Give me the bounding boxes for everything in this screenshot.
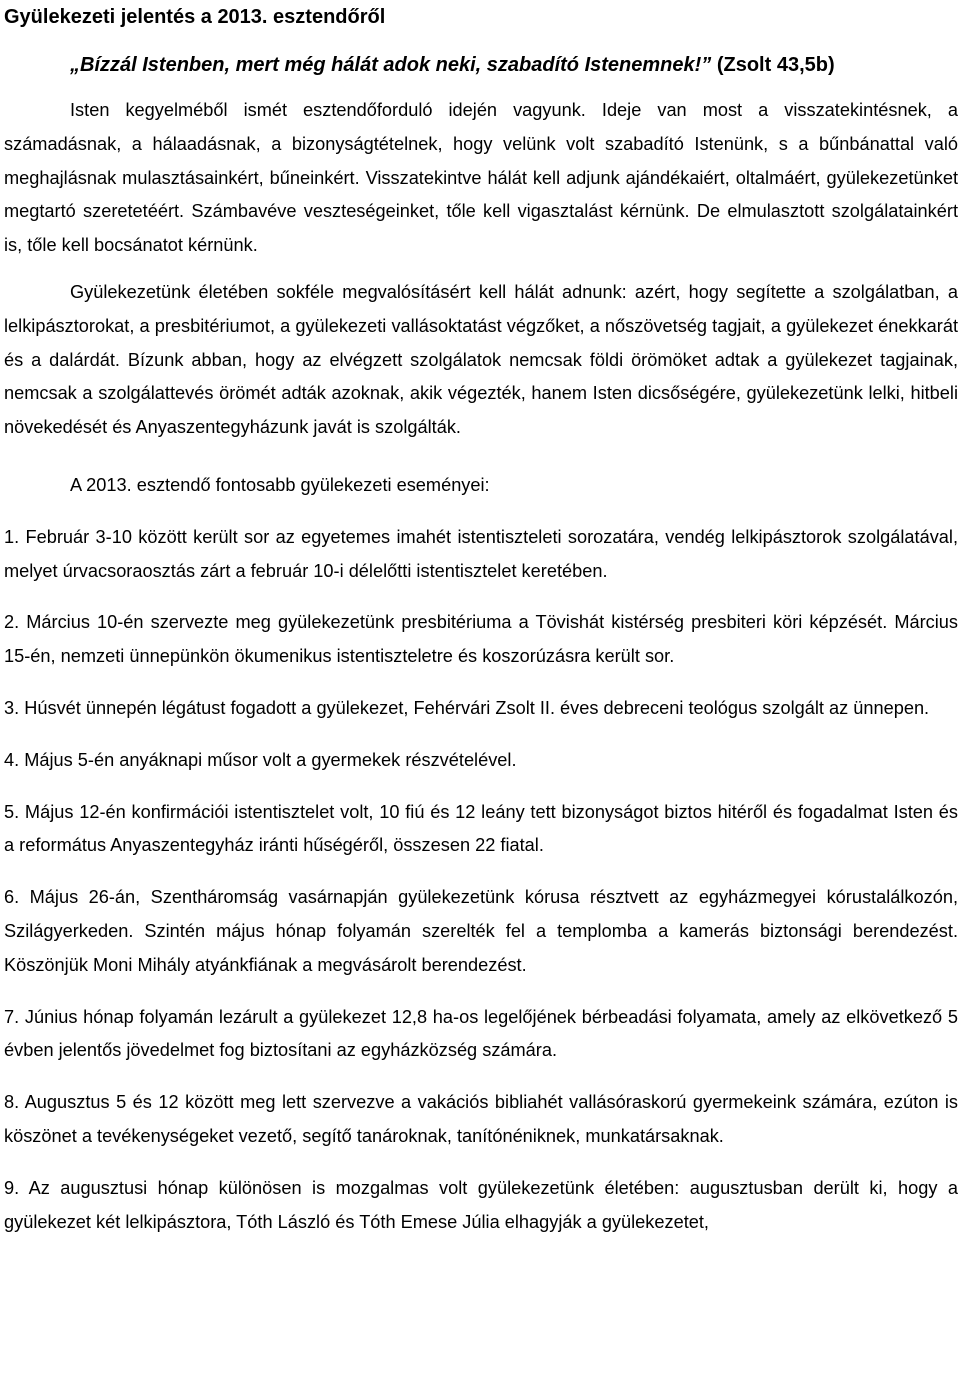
event-item: 4. Május 5-én anyáknapi műsor volt a gyermekek részvételével.	[4, 749, 517, 770]
event-item: 3. Húsvét ünnepén légátust fogadott a gyülekezet, Fehérvári Zsolt II. éves debreceni teológus szolgált az ünnepen.	[4, 697, 930, 718]
event-item: 5. Május 12-én konfirmációi istentisztelet volt, 10 fiú és 12 leány tett bizonyságot biztos hitéről és fogadalmat Isten és a református Anyaszentegyház iránti hűségéről, összesen 22 fiatal.	[4, 801, 958, 856]
thanks-paragraph: Gyülekezetünk életében sokféle megvalósításért kell hálát adnunk: azért, hogy segítette a szolgálatban, a lelkipásztorokat, a presbitériumot, a gyülekezeti vallásoktatást végzőket, a nőszövetség tagjait, a gyülekezet énekkarát és a dalárdát. Bízunk abban, hogy az elvégzett szolgálatok nemcsak földi örömöket adtak a gyülekezet tagjainak, nemcsak a szolgálattevés örömét adták azoknak, akik végezték, hanem Isten dicsőségére, gyülekezetünk lelki, hitbeli növekedését és Anyaszentegyházunk javát is szolgálták.	[4, 281, 958, 438]
motto-quote: „Bízzál Istenben, mert még hálát adok neki, szabadító Istenemnek!”	[70, 54, 712, 76]
intro-paragraph: Isten kegyelméből ismét esztendőforduló idején vagyunk. Ideje van most a visszatekintésnek, a számadásnak, a hálaadásnak, a bizonyságtételnek, hogy velünk volt szabadító Istenünk, s a bűnbánattal való meghajlásnak mulasztásainkért, bűneinkért. Visszatekintve hálát kell adjunk ajándékaiért, oltalmáért, gyülekezetünket megtartó szeretetéért. Számbavéve veszteségeinket, tőle kell vigasztalást kérnünk. De elmulasztott szolgálatainkért is, tőle kell bocsánatot kérnünk.	[4, 100, 958, 256]
motto	[4, 48, 958, 82]
document-title: Gyülekezeti jelentés a 2013. esztendőről	[4, 6, 386, 28]
event-item: 8. Augusztus 5 és 12 között meg lett szervezve a vakációs bibliahét vallásóraskorú gyermekeink számára, ezúton is köszönet a tevékenységeket vezető, segítő tanároknak, tanítónéniknek, munkatársaknak.	[4, 1092, 958, 1146]
motto-reference: (Zsolt 43,5b)	[716, 54, 835, 76]
event-item: 2. Március 10-én szervezte meg gyülekezetünk presbitériuma a Tövishát kistérség presbiteri köri képzését. Március 15-én, nemzeti ünnepünkön ökumenikus istentiszteletre és koszorúzásra került sor.	[4, 612, 958, 667]
document-page	[4, 0, 958, 1239]
event-item: 6. Május 26-án, Szentháromság vasárnapján gyülekezetünk kórusa résztvett az egyházmegyei kórustalálkozón, Szilágyerkeden. Szintén május hónap folyamán szerelték fel a templomba a kamerás biztonsági berendezést. Köszönjük Moni Mihály atyánkfiának a megvásárolt berendezést.	[4, 887, 958, 975]
event-item: 1. Február 3-10 között került sor az egyetemes imahét istentiszteleti sorozatára, vendég lelkipásztorok szolgálatával, melyet úrvacsoraosztás zárt a február 10-i délelőtti istentisztelet keretében.	[4, 526, 958, 581]
event-item: 7. Június hónap folyamán lezárult a gyülekezet 12,8 ha-os legelőjének bérbeadási folyamata, amely az elkövetkező 5 évben jelentős jövedelmet fog biztosítani az egyházközség számára.	[4, 1006, 958, 1061]
events-heading: A 2013. esztendő fontosabb gyülekezeti eseményei:	[70, 474, 490, 495]
event-item: 9. Az augusztusi hónap különösen is mozgalmas volt gyülekezetünk életében: augusztusban derült ki, hogy a gyülekezet két lelkipásztora, Tóth László és Tóth Emese Júlia elhagyják a gyülekezetet,	[4, 1177, 958, 1232]
